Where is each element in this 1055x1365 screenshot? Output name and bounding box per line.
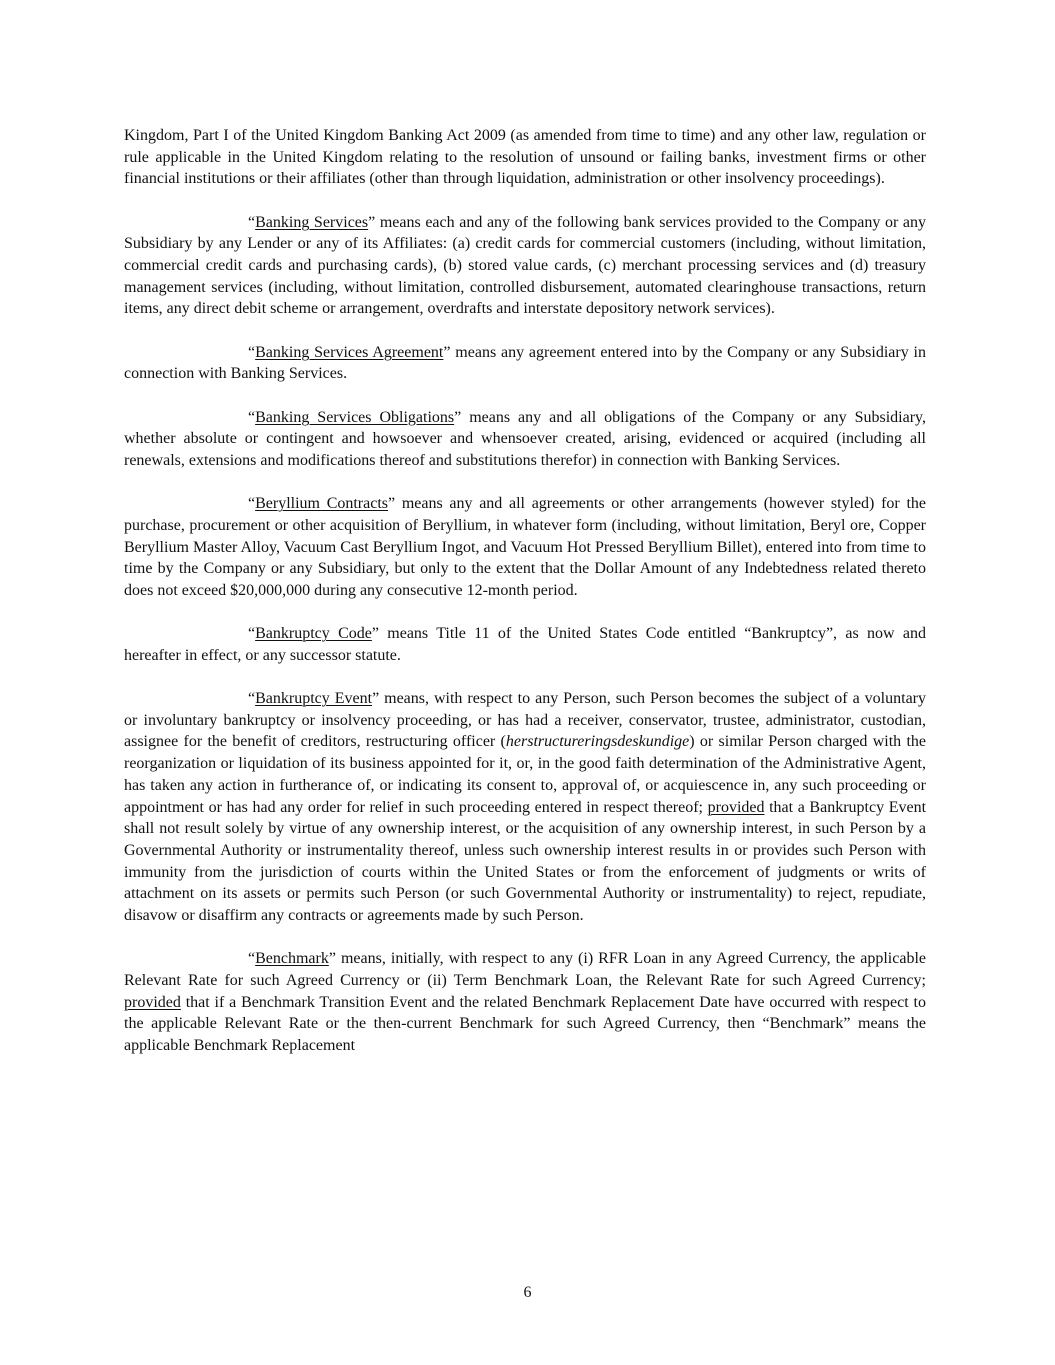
defined-term: Banking Services xyxy=(255,213,369,231)
definition-text: that if a Benchmark Transition Event and the related Benchmark Replacement Date have occurred with respect to the applicable Relevant Rate or the then-current Benchmark for such Agreed Currency, then “Benchmark” means the applicable Benchmark Replacement xyxy=(124,993,926,1055)
paragraph-text: Kingdom, Part I of the United Kingdom Banking Act 2009 (as amended from time to time) and any other law, regulation or rule applicable in the United Kingdom relating to the resolution of unsound or failing banks, investment firms or other financial institutions or their affiliates (other than through liquidation, administration or other insolvency proceedings). xyxy=(124,127,926,188)
definition-banking-services xyxy=(124,212,926,321)
open-quote: “ xyxy=(248,408,256,426)
open-quote: “ xyxy=(248,625,256,643)
definition-text: ” means any and all obligations of the Company or any Subsidiary, whether absolute or contingent and howsoever and whensoever created, arising, evidenced or acquired (including all renewals, extensions and modifications thereof and substitutions therefor) in connection with Banking Services. xyxy=(124,408,926,469)
open-quote: “ xyxy=(248,495,256,513)
definition-text: ” means any agreement entered into by the Company or any Subsidiary in connection with Banking Services. xyxy=(124,343,926,383)
definition-text: ” means each and any of the following bank services provided to the Company or any Subsidiary by any Lender or any of its Affiliates: (a) credit cards for commercial customers (including, without limitation, commercial credit cards and purchasing cards), (b) stored value cards, (c) merchant processing services and (d) treasury management services (including, without limitation, controlled disbursement, automated clearinghouse transactions, return items, any direct debit scheme or arrangement, overdrafts and interstate depository network services). xyxy=(124,213,926,318)
provided-keyword: provided xyxy=(124,993,181,1011)
defined-term: Bankruptcy Code xyxy=(255,625,372,643)
defined-term: Bankruptcy Event xyxy=(255,690,373,708)
page-number: 6 xyxy=(523,1284,532,1301)
definition-text: ” means Title 11 of the United States Code entitled “Bankruptcy”, as now and hereafter in effect, or any successor statute. xyxy=(124,625,926,664)
definition-text: that a Bankruptcy Event shall not result solely by virtue of any ownership interest, or the acquisition of any ownership interest, in such Person by a Governmental Authority or instrumentality thereof, unless such ownership interest results in or provides such Person with immunity from the jurisdiction of courts within the United States or from the enforcement of judgments or writs of attachment on its assets or permits such Person (or such Governmental Authority or instrumentality) to reject, repudiate, disavow or disaffirm any contracts or agreements made by such Person. xyxy=(124,798,927,925)
provided-keyword: provided xyxy=(707,798,765,816)
definition-text: ” means any and all agreements or other arrangements (however styled) for the purchase, procurement or other acquisition of Beryllium, in whatever form (including, without limitation, Beryl ore, Copper Beryllium Master Alloy, Vacuum Cast Beryllium Ingot, and Vacuum Hot Pressed Beryllium Billet), entered into from time to time by the Company or any Subsidiary, but only to the extent that the Dollar Amount of any Indebtedness related thereto does not exceed $20,000,000 during any consecutive 12-month period. xyxy=(124,495,926,599)
defined-term: Banking Services Obligations xyxy=(255,408,455,426)
defined-term: Benchmark xyxy=(255,950,329,968)
definition-banking-services-agreement xyxy=(124,342,926,385)
definition-text: ” means, with respect to any Person, such Person becomes the subject of a voluntary or involuntary bankruptcy or insolvency proceeding, or has had a receiver, conservator, trustee, administrator, custodian, assignee for the benefit of creditors, restructuring officer ( xyxy=(124,690,927,751)
definition-bankruptcy-code xyxy=(124,623,926,666)
document-page xyxy=(124,125,926,1078)
definition-text: ) or similar Person charged with the reorganization or liquidation of its business appointed for it, or, in the good faith determination of the Administrative Agent, has taken any action in furtherance of, or indicating its consent to, approval of, or acquiescence in, any such proceeding or appointment or has had any order for relief in such proceeding entered in respect thereof; xyxy=(124,733,927,816)
definition-beryllium-contracts xyxy=(124,493,926,602)
definition-benchmark xyxy=(124,948,926,1057)
open-quote: “ xyxy=(248,213,256,231)
paragraph-continuation xyxy=(124,125,926,190)
open-quote: “ xyxy=(248,950,256,968)
definition-banking-services-obligations xyxy=(124,407,926,472)
defined-term: Banking Services Agreement xyxy=(255,343,444,361)
open-quote: “ xyxy=(248,690,256,708)
italic-term: herstructureringsdeskundige xyxy=(505,733,690,751)
definition-bankruptcy-event xyxy=(124,688,926,927)
definition-text: ” means, initially, with respect to any (i) RFR Loan in any Agreed Currency, the applicable Relevant Rate for such Agreed Currency or (ii) Term Benchmark Loan, the Relevant Rate for such Agreed Currency; xyxy=(124,950,926,989)
open-quote: “ xyxy=(248,343,256,361)
defined-term: Beryllium Contracts xyxy=(255,495,389,513)
